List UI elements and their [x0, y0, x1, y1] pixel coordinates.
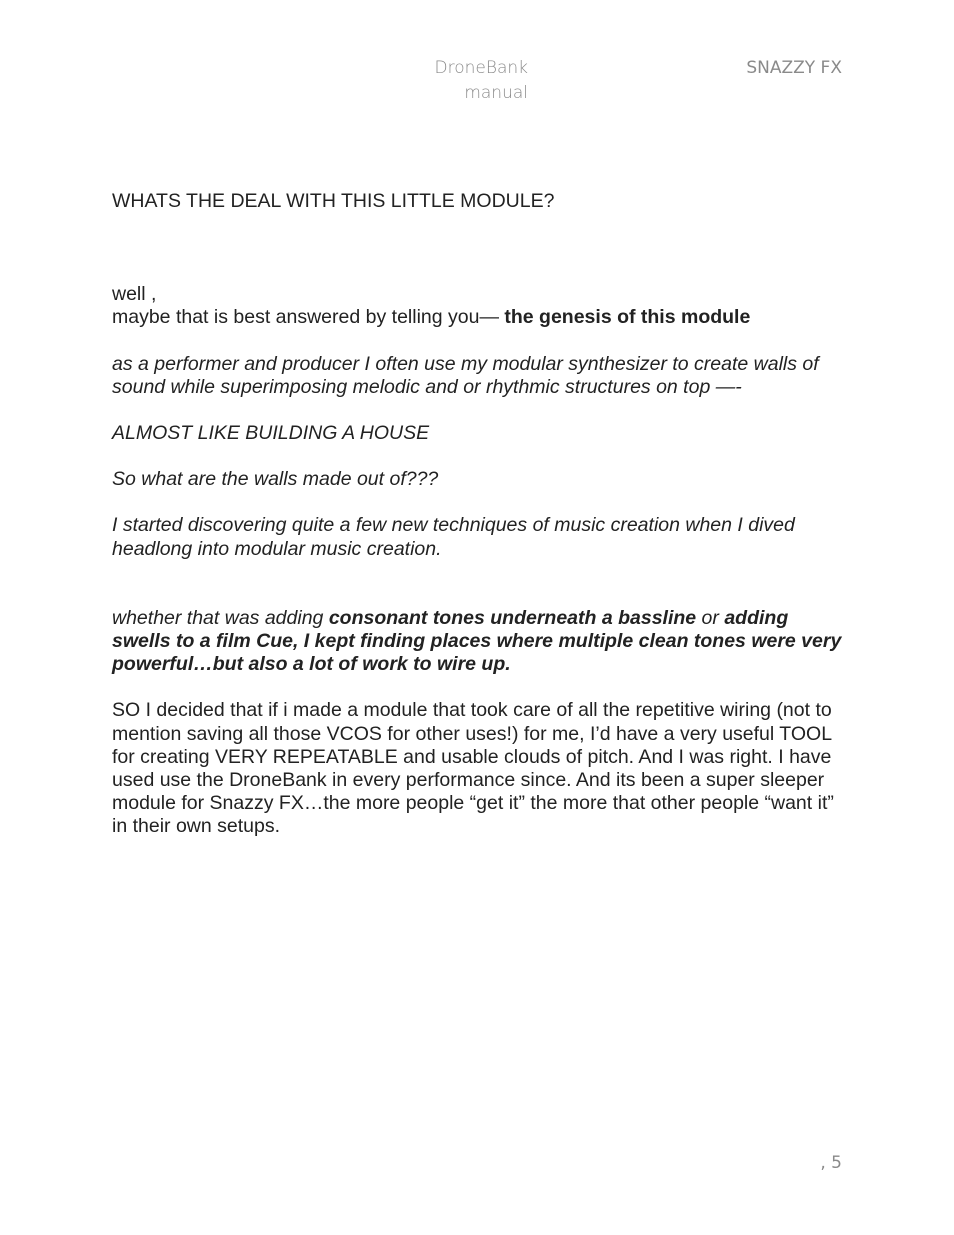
- page-content: [112, 190, 842, 862]
- use-cases-text-1: whether that was adding: [112, 606, 329, 629]
- document-title-line1: DroneBank: [434, 58, 528, 78]
- use-cases-paragraph: [112, 607, 842, 677]
- use-cases-text-2: or: [696, 606, 725, 629]
- use-cases-emphasis-1: consonant tones underneath a bassline: [328, 606, 697, 629]
- house-paragraph: ALMOST LIKE BUILDING A HOUSE: [112, 422, 430, 445]
- intro-paragraph: [112, 283, 842, 329]
- section-heading: WHATS THE DEAL WITH THIS LITTLE MODULE?: [112, 190, 555, 212]
- intro-line2-emphasis: the genesis of this module: [504, 306, 751, 329]
- brand-name: SNAZZY FX: [746, 58, 842, 78]
- intro-line1: well ,: [112, 283, 157, 306]
- walls-question-paragraph: So what are the walls made out of???: [112, 468, 439, 491]
- page-number: , 5: [820, 1153, 842, 1173]
- use-cases-emphasis-2: adding swells to a film Cue, I kept finding places where multiple clean tones were very powerful…but also a lot of work to wire up.: [112, 606, 842, 676]
- document-title-line2: manual: [464, 83, 528, 103]
- discovery-paragraph: I started discovering quite a few new techniques of music creation when I dived headlong into modular music creation.: [112, 514, 795, 560]
- decision-paragraph: SO I decided that if i made a module that took care of all the repetitive wiring (not to mention saving all those VCOS for other uses!) for me, I’d have a very useful TOOL for creating VERY REPEATABLE and usable clouds of pitch. And I was right. I have used use the DroneBank in every performance since. And its been a super sleeper module for Snazzy FX…the more people “get it” the more that other people “want it” in their own setups.: [112, 699, 834, 838]
- intro-line2-text: maybe that is best answered by telling you—: [112, 306, 505, 329]
- document-title: [380, 56, 528, 106]
- performer-paragraph: as a performer and producer I often use my modular synthesizer to create walls of sound while superimposing melodic and or rhythmic structures on top —-: [112, 352, 819, 398]
